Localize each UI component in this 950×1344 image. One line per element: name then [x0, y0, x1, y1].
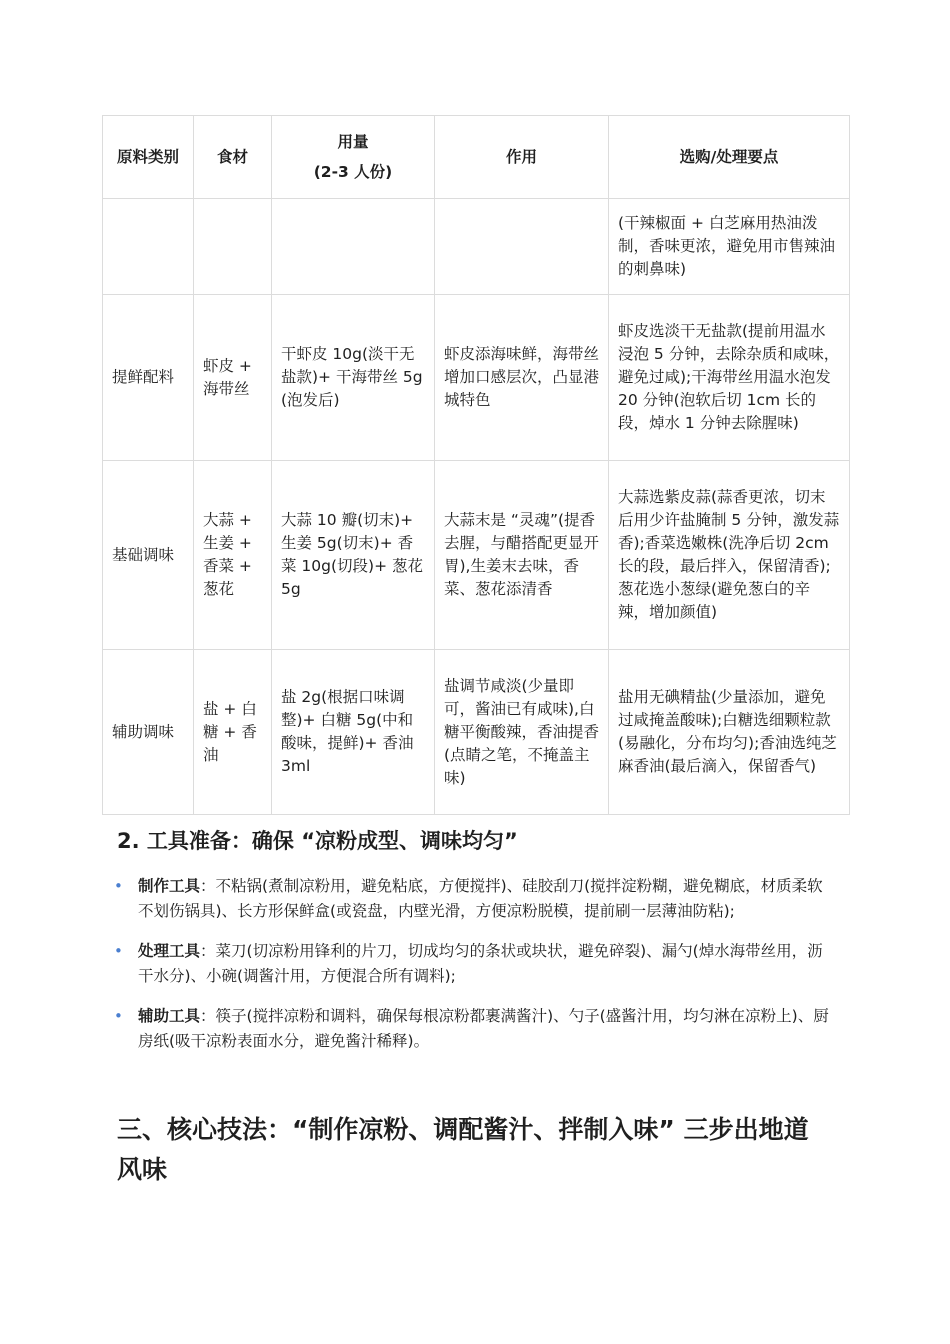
cell-role: 虾皮添海味鲜，海带丝增加口感层次，凸显港城特色	[435, 295, 609, 461]
bullet-icon: •	[114, 942, 123, 960]
list-item	[112, 1004, 832, 1054]
cell-role: 盐调节咸淡(少量即可，酱油已有咸味),白糖平衡酸辣，香油提香(点睛之笔，不掩盖主味)	[435, 650, 609, 815]
table-row	[103, 295, 850, 461]
table-row	[103, 650, 850, 815]
table-header-row	[103, 116, 850, 199]
cell-tips: (干辣椒面 + 白芝麻用热油泼制，香味更浓，避免用市售辣油的刺鼻味)	[609, 199, 850, 295]
header-amount-line2: (2-3 人份)	[313, 163, 393, 181]
cell-ingredient: 大蒜 + 生姜 + 香菜 + 葱花	[194, 461, 272, 650]
cell-tips: 盐用无碘精盐(少量添加，避免过咸掩盖酸味);白糖选细颗粒款(易融化，分布均匀);香油选纯芝麻香油(最后滴入，保留香气)	[609, 650, 850, 815]
tool-name: 辅助工具	[138, 1007, 201, 1025]
header-tips: 选购/处理要点	[609, 116, 850, 199]
tools-section-title: 2. 工具准备：确保 “凉粉成型、调味均匀”	[117, 829, 518, 853]
cell-tips: 大蒜选紫皮蒜(蒜香更浓，切末后用少许盐腌制 5 分钟，激发蒜香);香菜选嫩株(洗净后切 2cm 长的段，最后拌入，保留清香);葱花选小葱绿(避免葱白的辛辣，增加颜值)	[609, 461, 850, 650]
cell-category: 基础调味	[103, 461, 194, 650]
cell-amount	[272, 199, 435, 295]
tool-desc: ：筷子(搅拌凉粉和调料，确保每根凉粉都裹满酱汁)、勺子(盛酱汁用，均匀淋在凉粉上)、厨房纸(吸干凉粉表面水分，避免酱汁稀释)。	[138, 1007, 829, 1050]
cell-amount: 干虾皮 10g(淡干无盐款)+ 干海带丝 5g(泡发后)	[272, 295, 435, 461]
cell-ingredient: 虾皮 + 海带丝	[194, 295, 272, 461]
list-item	[112, 874, 832, 924]
header-amount	[272, 116, 435, 199]
table-row	[103, 461, 850, 650]
main-section-heading: 三、核心技法：“制作凉粉、调配酱汁、拌制入味” 三步出地道风味	[117, 1115, 809, 1184]
tool-desc: ：不粘锅(煮制凉粉用，避免粘底，方便搅拌)、硅胶刮刀(搅拌淀粉糊，避免糊底，材质柔软不划伤锅具)、长方形保鲜盒(或瓷盘，内壁光滑，方便凉粉脱模，提前刷一层薄油防粘);	[138, 877, 823, 920]
bullet-icon: •	[114, 877, 123, 895]
cell-tips: 虾皮选淡干无盐款(提前用温水浸泡 5 分钟，去除杂质和咸味，避免过咸);干海带丝用温水泡发 20 分钟(泡软后切 1cm 长的段，焯水 1 分钟去除腥味)	[609, 295, 850, 461]
tool-name: 处理工具	[138, 942, 201, 960]
cell-category: 提鲜配料	[103, 295, 194, 461]
tool-name: 制作工具	[138, 877, 201, 895]
header-category: 原料类别	[103, 116, 194, 199]
cell-category	[103, 199, 194, 295]
header-ingredient: 食材	[194, 116, 272, 199]
cell-amount: 盐 2g(根据口味调整)+ 白糖 5g(中和酸味，提鲜)+ 香油 3ml	[272, 650, 435, 815]
tool-desc: ：菜刀(切凉粉用锋利的片刀，切成均匀的条状或块状，避免碎裂)、漏勺(焯水海带丝用，沥干水分)、小碗(调酱汁用，方便混合所有调料);	[138, 942, 823, 985]
cell-ingredient	[194, 199, 272, 295]
tools-list	[112, 874, 832, 1069]
cell-role	[435, 199, 609, 295]
ingredients-table	[102, 115, 850, 815]
bullet-icon: •	[114, 1007, 123, 1025]
header-amount-line1: 用量	[337, 133, 369, 151]
cell-category: 辅助调味	[103, 650, 194, 815]
list-item	[112, 939, 832, 989]
cell-role: 大蒜末是 “灵魂”(提香去腥，与醋搭配更显开胃),生姜末去味，香菜、葱花添清香	[435, 461, 609, 650]
cell-ingredient: 盐 + 白糖 + 香油	[194, 650, 272, 815]
cell-amount: 大蒜 10 瓣(切末)+ 生姜 5g(切末)+ 香菜 10g(切段)+ 葱花 5g	[272, 461, 435, 650]
header-role: 作用	[435, 116, 609, 199]
table-row	[103, 199, 850, 295]
